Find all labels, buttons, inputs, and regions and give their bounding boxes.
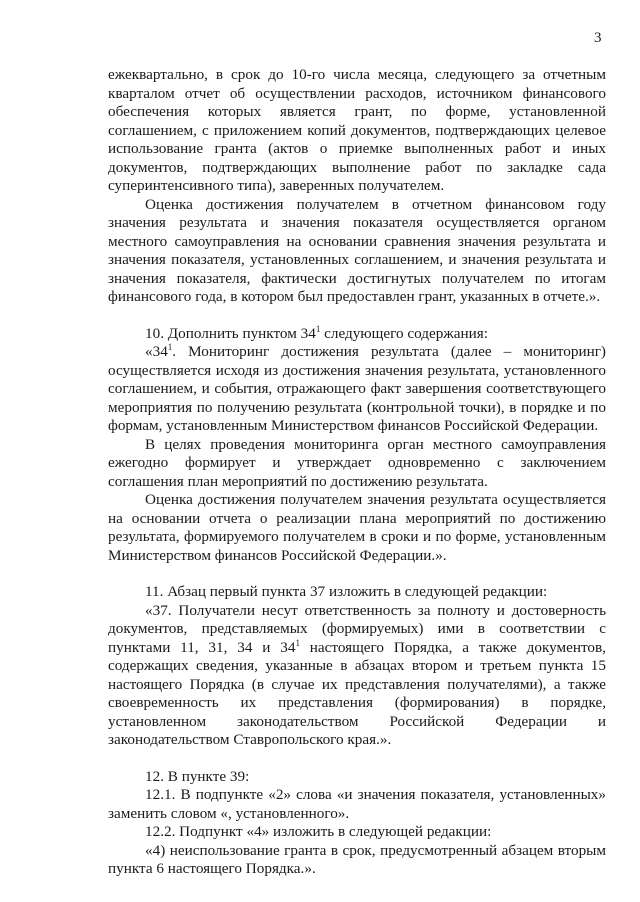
- paragraph-monitoring-plan: В целях проведения мониторинга орган местного самоуправления ежегодно формирует и утверждает одновременно с заключением соглашения план мероприятий по достижению результата.: [108, 435, 606, 490]
- page-number: 3: [594, 30, 602, 46]
- paragraph-item-11: 11. Абзац первый пункта 37 изложить в следующей редакции:: [145, 583, 548, 600]
- paragraph-evaluation: Оценка достижения получателем в отчетном финансовом году значения результата и значения показателя осуществляется органом местного самоуправления на основании сравнения значения результата и значения показателя, установленных соглашением, и значения результата и значения показателя, фактически достигнутых получателем по итогам финансового года, в котором был предоставлен грант, указанных в отчете.».: [108, 195, 606, 305]
- paragraph-monitoring-evaluation: Оценка достижения получателем значения результата осуществляется на основании отчета о реализации плана мероприятий по достижению результата, формируемого получателем в сроки и по форме, установленным Министерством финансов Российской Федерации.».: [108, 491, 606, 564]
- paragraph-subitem-4: «4) неиспользование гранта в срок, предусмотренный абзацем вторым пункта 6 настоящего Порядка.».: [108, 841, 606, 877]
- paragraph-item-12-2: 12.2. Подпункт «4» изложить в следующей редакции:: [145, 823, 492, 840]
- paragraph-item-10: 10. Дополнить пунктом $34^1$ следующего содержания:: [145, 323, 488, 342]
- paragraph-item-12-1: 12.1. В подпункте «2» слова «и значения показателя, установленных» заменить словом «, установленного».: [108, 786, 606, 822]
- paragraph-item-12: 12. В пункте 39:: [145, 767, 250, 785]
- paragraph-responsibility: «37. Получатели несут ответственность за полноту и достоверность документов, представляемых (формируемых) ими в соответствии с пунктами 11, 31, 34 и $34^1$ настоящего Порядка, а также документов, содержащих сведения, указанные в абзацах втором и третьем пункта 15 настоящего Порядка (в случае их представления получателями), а также своевременность их представления (формирования) в порядке, установленном законодательством Российской Федерации и законодательством Ставропольского края.».: [108, 601, 606, 748]
- document-body: [108, 66, 606, 879]
- paragraph-report-requirements: ежеквартально, в срок до 10-го числа месяца, следующего за отчетным кварталом отчет об осуществлении расходов, источником финансового обеспечения которых является грант, по форме, установленной соглашением, с приложением копий документов, подтверждающих целевое использование гранта (актов о приемке выполненных работ и иных документов, подтверждающих выполнение работ по закладке сада суперинтенсивного типа), заверенных получателем.: [108, 66, 606, 194]
- paragraph-monitoring: «$34^1$. Мониторинг достижения результата (далее – мониторинг) осуществляется исходя из достижения значения результата, установленного соглашением, и события, отражающего факт завершения соответствующего мероприятия по получению результата (контрольной точки), в порядке и по формам, установленным Министерством финансов Российской Федерации.: [108, 341, 606, 434]
